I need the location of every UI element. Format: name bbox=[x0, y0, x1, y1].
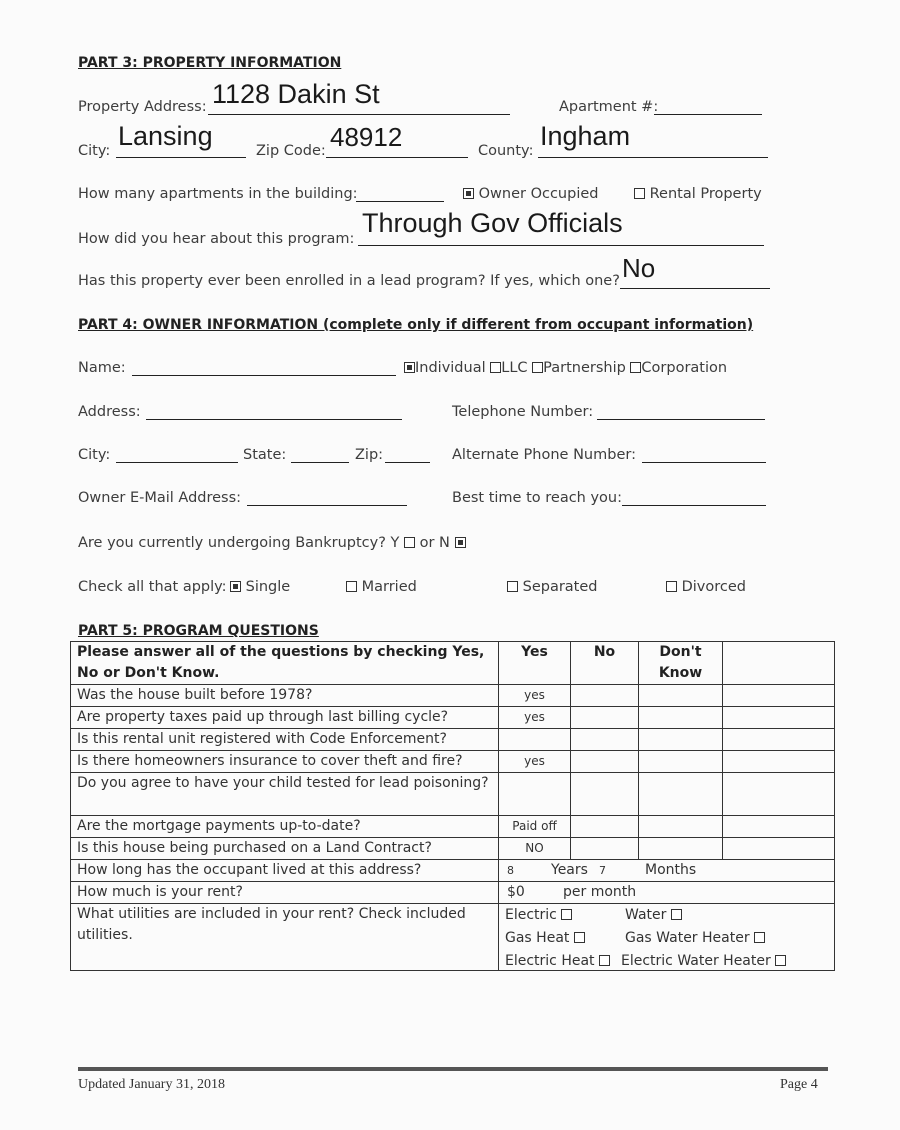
zip-field[interactable]: 48912 bbox=[330, 122, 403, 152]
telephone-field[interactable] bbox=[597, 419, 765, 420]
water-label: Water bbox=[625, 907, 667, 923]
divorced-label: Divorced bbox=[681, 579, 746, 595]
question-cell: Do you agree to have your child tested for lead poisoning? bbox=[71, 773, 499, 816]
electric-heat-checkbox[interactable] bbox=[599, 955, 610, 966]
city-line bbox=[116, 157, 246, 158]
electric-water-heater-option[interactable] bbox=[621, 950, 786, 973]
individual-label: Individual bbox=[415, 360, 486, 376]
electric-heat-option[interactable] bbox=[505, 950, 610, 973]
owner-zip-field[interactable] bbox=[385, 462, 430, 463]
lead-program-line bbox=[620, 288, 770, 289]
dont-know-cell[interactable] bbox=[639, 773, 723, 816]
lived-months-field[interactable]: 7 bbox=[595, 860, 639, 882]
blank-cell bbox=[723, 707, 835, 729]
table-row bbox=[71, 729, 835, 751]
lived-years-field[interactable]: 8 bbox=[507, 860, 543, 882]
owner-email-field[interactable] bbox=[247, 505, 407, 506]
apartments-label: How many apartments in the building: bbox=[78, 186, 358, 202]
years-label: Years bbox=[551, 862, 588, 878]
bankruptcy-label: Are you currently undergoing Bankruptcy? Y bbox=[78, 535, 400, 551]
footer-updated: Updated January 31, 2018 bbox=[78, 1077, 225, 1092]
hear-line bbox=[358, 245, 764, 246]
part3-heading: PART 3: PROPERTY INFORMATION bbox=[78, 55, 342, 71]
rent-cell bbox=[499, 882, 835, 904]
bankruptcy-yes-checkbox[interactable] bbox=[404, 537, 415, 548]
owner-state-label: State: bbox=[243, 447, 287, 463]
owner-name-label: Name: bbox=[78, 360, 126, 376]
blank-cell bbox=[723, 729, 835, 751]
col-no-header: No bbox=[571, 642, 639, 685]
electric-heat-label: Electric Heat bbox=[505, 953, 595, 969]
question-cell: Are the mortgage payments up-to-date? bbox=[71, 816, 499, 838]
owner-occupied-label: Owner Occupied bbox=[478, 186, 599, 202]
owner-state-field[interactable] bbox=[291, 462, 349, 463]
yes-cell[interactable]: yes bbox=[499, 751, 571, 773]
divorced-checkbox[interactable] bbox=[666, 581, 677, 592]
no-cell[interactable] bbox=[571, 707, 639, 729]
individual-checkbox[interactable] bbox=[404, 362, 415, 373]
alt-phone-label: Alternate Phone Number: bbox=[452, 447, 636, 463]
owner-zip-label: Zip: bbox=[355, 447, 384, 463]
gas-heat-option[interactable] bbox=[505, 927, 585, 950]
blank-cell bbox=[723, 838, 835, 860]
bankruptcy-row bbox=[78, 535, 466, 551]
dont-know-cell[interactable] bbox=[639, 707, 723, 729]
dont-know-cell[interactable] bbox=[639, 816, 723, 838]
question-cell: Is there homeowners insurance to cover theft and fire? bbox=[71, 751, 499, 773]
electric-option[interactable] bbox=[505, 904, 572, 927]
partnership-checkbox[interactable] bbox=[532, 362, 543, 373]
electric-water-heater-label: Electric Water Heater bbox=[621, 953, 771, 969]
yes-cell[interactable]: Paid off bbox=[499, 816, 571, 838]
rental-property-option[interactable] bbox=[634, 186, 762, 202]
alt-phone-field[interactable] bbox=[642, 462, 766, 463]
hear-field[interactable]: Through Gov Officials bbox=[362, 208, 623, 238]
months-label: Months bbox=[645, 862, 697, 878]
telephone-label: Telephone Number: bbox=[452, 404, 594, 420]
separated-option[interactable] bbox=[507, 579, 597, 595]
gas-heat-checkbox[interactable] bbox=[574, 932, 585, 943]
part5-heading: PART 5: PROGRAM QUESTIONS bbox=[78, 623, 319, 639]
question-cell: What utilities are included in your rent? Check included utilities. bbox=[71, 904, 499, 971]
corporation-checkbox[interactable] bbox=[630, 362, 641, 373]
separated-label: Separated bbox=[522, 579, 598, 595]
per-month-label: per month bbox=[563, 884, 637, 900]
blank-cell bbox=[723, 816, 835, 838]
entity-type-group bbox=[404, 360, 727, 376]
dont-know-cell bbox=[639, 838, 723, 860]
gas-water-heater-option[interactable] bbox=[625, 927, 765, 950]
owner-city-field[interactable] bbox=[116, 462, 238, 463]
city-field[interactable]: Lansing bbox=[118, 121, 213, 151]
property-address-field[interactable]: 1128 Dakin St bbox=[212, 79, 380, 109]
no-cell[interactable] bbox=[571, 773, 639, 816]
apartment-field[interactable] bbox=[654, 114, 762, 115]
no-cell[interactable] bbox=[571, 751, 639, 773]
question-cell: Was the house built before 1978? bbox=[71, 685, 499, 707]
no-cell[interactable] bbox=[571, 729, 639, 751]
single-option[interactable] bbox=[230, 579, 290, 595]
col-yes-header: Yes bbox=[499, 642, 571, 685]
no-cell[interactable] bbox=[571, 685, 639, 707]
zip-line bbox=[326, 157, 468, 158]
yes-cell[interactable]: NO bbox=[499, 838, 571, 860]
yes-cell[interactable] bbox=[499, 729, 571, 751]
table-row bbox=[71, 816, 835, 838]
table-row bbox=[71, 773, 835, 816]
rental-property-label: Rental Property bbox=[649, 186, 762, 202]
hear-label: How did you hear about this program: bbox=[78, 231, 355, 247]
question-cell: How much is your rent? bbox=[71, 882, 499, 904]
dont-know-cell[interactable] bbox=[639, 729, 723, 751]
county-field[interactable]: Ingham bbox=[540, 121, 631, 151]
table-row bbox=[71, 838, 835, 860]
rent-field[interactable]: $0 bbox=[507, 882, 551, 904]
blank-cell bbox=[723, 751, 835, 773]
bankruptcy-no-checkbox[interactable] bbox=[455, 537, 466, 548]
bankruptcy-or-label: or N bbox=[419, 535, 450, 551]
part4-heading: PART 4: OWNER INFORMATION (complete only if different from occupant information) bbox=[78, 317, 754, 333]
blank-cell bbox=[723, 685, 835, 707]
footer-page-number: Page 4 bbox=[780, 1077, 818, 1092]
table-row bbox=[71, 860, 835, 882]
lived-duration-cell bbox=[499, 860, 835, 882]
married-option[interactable] bbox=[346, 579, 417, 595]
county-line bbox=[538, 157, 768, 158]
best-time-label: Best time to reach you: bbox=[452, 490, 622, 506]
table-row bbox=[71, 685, 835, 707]
gas-water-heater-checkbox[interactable] bbox=[754, 932, 765, 943]
blank-cell bbox=[723, 773, 835, 816]
electric-label: Electric bbox=[505, 907, 557, 923]
question-cell: Is this house being purchased on a Land Contract? bbox=[71, 838, 499, 860]
owner-email-label: Owner E-Mail Address: bbox=[78, 490, 242, 506]
best-time-field[interactable] bbox=[622, 505, 766, 506]
yes-cell[interactable]: yes bbox=[499, 685, 571, 707]
single-checkbox[interactable] bbox=[230, 581, 241, 592]
owner-address-field[interactable] bbox=[146, 419, 402, 420]
utilities-cell bbox=[499, 904, 835, 971]
rental-property-checkbox[interactable] bbox=[634, 188, 645, 199]
gas-heat-label: Gas Heat bbox=[505, 930, 570, 946]
separated-checkbox[interactable] bbox=[507, 581, 518, 592]
property-address-line bbox=[208, 114, 510, 115]
owner-occupied-checkbox[interactable] bbox=[463, 188, 474, 199]
owner-occupied-option[interactable] bbox=[463, 186, 598, 202]
table-row bbox=[71, 904, 835, 971]
owner-city-label: City: bbox=[78, 447, 111, 463]
no-cell[interactable] bbox=[571, 838, 639, 860]
electric-water-heater-checkbox[interactable] bbox=[775, 955, 786, 966]
blank-header-cell bbox=[723, 642, 835, 685]
water-option[interactable] bbox=[625, 904, 682, 927]
header-question: Please answer all of the questions by checking Yes, No or Don't Know. bbox=[71, 642, 499, 685]
question-cell: How long has the occupant lived at this address? bbox=[71, 860, 499, 882]
gas-water-heater-label: Gas Water Heater bbox=[625, 930, 750, 946]
check-all-label: Check all that apply: bbox=[78, 579, 227, 595]
city-label: City: bbox=[78, 143, 111, 159]
footer-divider bbox=[78, 1067, 828, 1071]
llc-checkbox[interactable] bbox=[490, 362, 501, 373]
property-address-label: Property Address: bbox=[78, 99, 207, 115]
dont-know-cell[interactable] bbox=[639, 685, 723, 707]
owner-name-field[interactable] bbox=[132, 375, 396, 376]
water-checkbox[interactable] bbox=[671, 909, 682, 920]
col-dont-know-header: Don't Know bbox=[639, 642, 723, 685]
lead-program-field[interactable]: No bbox=[622, 253, 656, 283]
no-cell[interactable] bbox=[571, 816, 639, 838]
table-header-row bbox=[71, 642, 835, 685]
county-label: County: bbox=[478, 143, 534, 159]
single-label: Single bbox=[245, 579, 291, 595]
table-row bbox=[71, 707, 835, 729]
question-cell: Are property taxes paid up through last billing cycle? bbox=[71, 707, 499, 729]
owner-address-label: Address: bbox=[78, 404, 141, 420]
apartment-label: Apartment #: bbox=[559, 99, 659, 115]
dont-know-cell[interactable] bbox=[639, 751, 723, 773]
llc-label: LLC bbox=[501, 360, 528, 376]
partnership-label: Partnership bbox=[543, 360, 626, 376]
table-row bbox=[71, 751, 835, 773]
table-row bbox=[71, 882, 835, 904]
electric-checkbox[interactable] bbox=[561, 909, 572, 920]
question-cell: Is this rental unit registered with Code Enforcement? bbox=[71, 729, 499, 751]
lead-program-label: Has this property ever been enrolled in a lead program? If yes, which one? bbox=[78, 273, 620, 289]
apartments-field[interactable] bbox=[356, 201, 444, 202]
married-checkbox[interactable] bbox=[346, 581, 357, 592]
corporation-label: Corporation bbox=[641, 360, 728, 376]
married-label: Married bbox=[361, 579, 417, 595]
yes-cell[interactable]: yes bbox=[499, 707, 571, 729]
divorced-option[interactable] bbox=[666, 579, 746, 595]
program-questions-table bbox=[70, 641, 835, 971]
yes-cell[interactable] bbox=[499, 773, 571, 816]
zip-label: Zip Code: bbox=[256, 143, 326, 159]
